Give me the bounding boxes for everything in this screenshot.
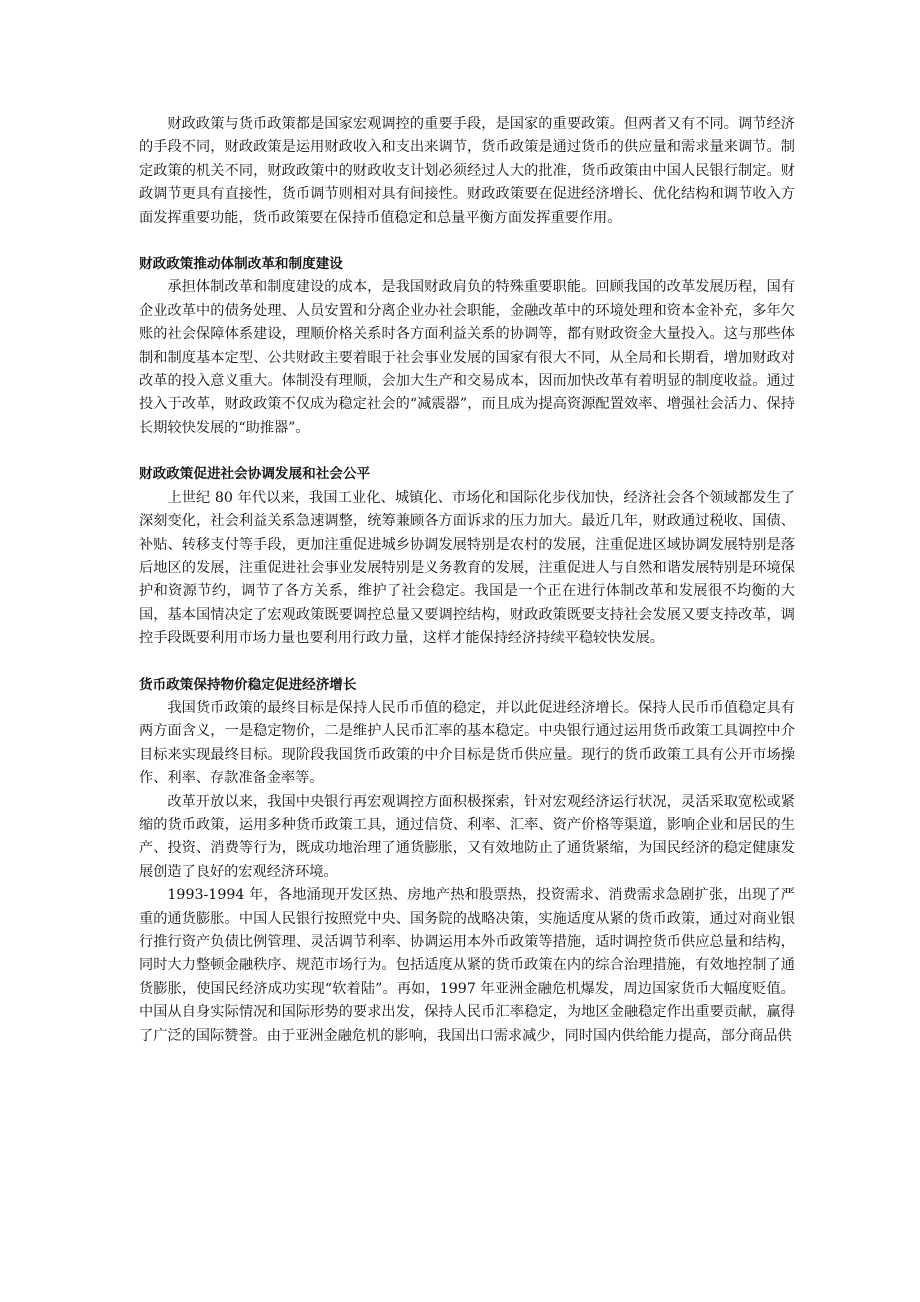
section-paragraph: 1993-1994 年，各地涌现开发区热、房地产热和股票热，投资需求、消费需求急剧扩张，出现了严重的通货膨胀。中国人民银行按照党中央、国务院的战略决策，实施适度从紧的货币政策，通过对商业银行推行资产负债比例管理、灵活调节利率、协调运用本外币政策等措施，适时调控货币供应总量和结构，同时大力整顿金融秩序、规范市场行为。包括适度从紧的货币政策在内的综合治理措施，有效地控制了通货膨胀，使国民经济成功实现“软着陆”。再如，1997 年亚洲金融危机爆发，周边国家货币大幅度贬值。中国从自身实际情况和国际形势的要求出发，保持人民币汇率稳定，为地区金融稳定作出重要贡献，赢得了广泛的国际赞誉。由于亚洲金融危机的影响，我国出口需求减少，同时国内供给能力提高，部分商品供 (139, 887, 795, 1044)
section-heading: 财政政策促进社会协调发展和社会公平 (139, 466, 371, 483)
section-heading: 财政政策推动体制改革和制度建设 (139, 256, 343, 273)
intro-paragraph: 财政政策与货币政策都是国家宏观调控的重要手段，是国家的重要政策。但两者又有不同。调节经济的手段不同，财政政策是运用财政收入和支出来调节，货币政策是通过货币的供应量和需求量来调节。制定政策的机关不同，财政政策中的财政收支计划必须经过人大的批准，货币政策由中国人民银行制定。财政调节更具有直接性，货币调节则相对具有间接性。财政政策要在促进经济增长、优化结构和调节收入方面发挥重要功能，货币政策要在保持币值稳定和总量平衡方面发挥重要作用。 (139, 116, 795, 226)
section-social-fairness (139, 463, 795, 650)
document-page (139, 113, 795, 1048)
section-reform (139, 253, 795, 440)
section-paragraph: 上世纪 80 年代以来，我国工业化、城镇化、市场化和国际化步伐加快，经济社会各个领域都发生了深刻变化，社会利益关系急速调整，统筹兼顾各方面诉求的压力加大。最近几年，财政通过税收、国债、补贴、转移支付等手段，更加注重促进城乡协调发展特别是农村的发展，注重促进区域协调发展特别是落后地区的发展，注重促进社会事业发展特别是义务教育的发展，注重促进人与自然和谐发展特别是环境保护和资源节约，调节了各方关系，维护了社会稳定。我国是一个正在进行体制改革和发展很不均衡的大国，基本国情决定了宏观政策既要调控总量又要调控结构，财政政策既要支持社会发展又要支持改革，调控手段既要利用市场力量也要利用行政力量，这样才能保持经济持续平稳较快发展。 (139, 489, 795, 647)
section-paragraph: 改革开放以来，我国中央银行再宏观调控方面积极探索，针对宏观经济运行状况，灵活采取宽松或紧缩的货币政策，运用多种货币政策工具，通过信贷、利率、汇率、资产价格等渠道，影响企业和居民的生产、投资、消费等行为，既成功地治理了通货膨胀，又有效地防止了通货紧缩，为国民经济的稳定健康发展创造了良好的宏观经济环境。 (139, 793, 795, 880)
section-paragraph: 我国货币政策的最终目标是保持人民币币值的稳定，并以此促进经济增长。保持人民币币值稳定具有两方面含义，一是稳定物价，二是维护人民币汇率的基本稳定。中央银行通过运用货币政策工具调控中介目标来实现最终目标。现阶段我国货币政策的中介目标是货币供应量。现行的货币政策工具有公开市场操作、利率、存款准备金率等。 (139, 699, 795, 787)
section-heading: 货币政策保持物价稳定促进经济增长 (139, 676, 357, 693)
section-monetary-policy (139, 674, 795, 1049)
section-paragraph: 承担体制改革和制度建设的成本，是我国财政肩负的特殊重要职能。回顾我国的改革发展历程，国有企业改革中的债务处理、人员安置和分离企业办社会职能，金融改革中的环境处理和资本金补充，多年欠账的社会保障体系建设，理顺价格关系时各方面利益关系的协调等，都有财政资金大量投入。这与那些体制和制度基本定型、公共财政主要着眼于社会事业发展的国家有很大不同，从全局和长期看，增加财政对改革的投入意义重大。体制没有理顺，会加大生产和交易成本，因而加快改革有着明显的制度收益。通过投入于改革，财政政策不仅成为稳定社会的“减震器”，而且成为提高资源配置效率、增强社会活力、保持长期较快发展的“助推器”。 (139, 279, 795, 436)
